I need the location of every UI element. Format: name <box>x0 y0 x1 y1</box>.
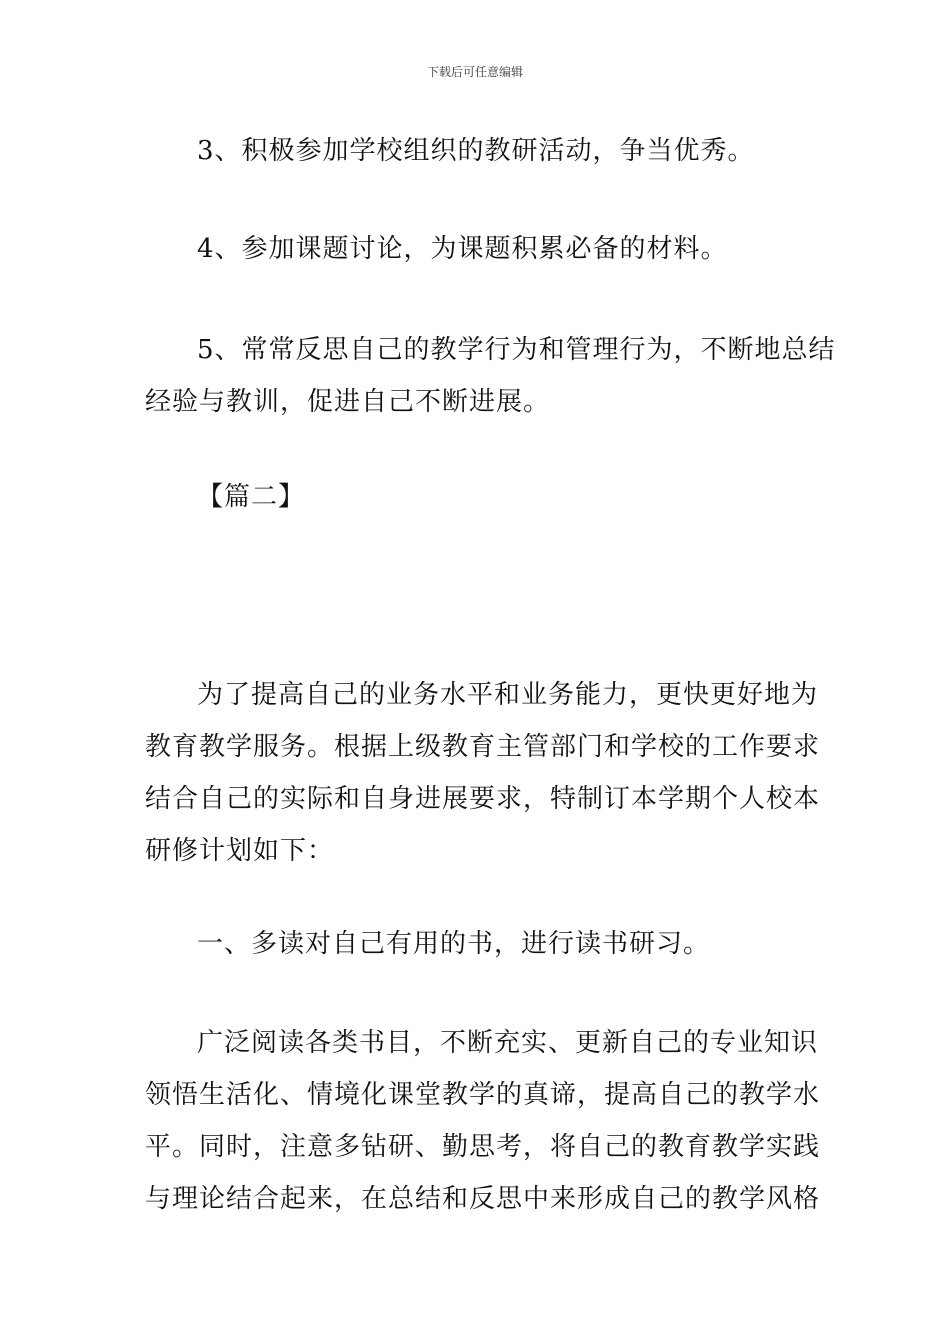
paragraph-line: 广泛阅读各类书目，不断充实、更新自己的专业知识 <box>197 1028 819 1058</box>
paragraph-line: 5、常常反思自己的教学行为和管理行为，不断地总结 <box>197 335 836 365</box>
plan-item-1 <box>145 918 807 970</box>
paragraph-line: 经验与教训，促进自己不断进展。 <box>145 387 551 417</box>
paragraph-line: 结合自己的实际和自身进展要求，特制订本学期个人校本 <box>145 784 821 814</box>
paragraph-line: 领悟生活化、情境化课堂教学的真谛，提高自己的教学水 <box>145 1080 821 1110</box>
paragraph-line: 为了提高自己的业务水平和业务能力，更快更好地为 <box>197 680 819 710</box>
paragraph-item-3 <box>145 125 807 177</box>
page-header-note: 下载后可任意编辑 <box>426 65 523 79</box>
paragraph-line: 4、参加课题讨论，为课题积累必备的材料。 <box>197 234 728 264</box>
paragraph-line: 教育教学服务。根据上级教育主管部门和学校的工作要求 <box>145 732 821 762</box>
intro-paragraph <box>145 669 821 877</box>
paragraph-item-5 <box>145 324 836 428</box>
paragraph-line: 研修计划如下： <box>145 836 335 866</box>
paragraph-line: 与理论结合起来，在总结和反思中来形成自己的教学风格 <box>145 1184 821 1214</box>
paragraph-item-4 <box>145 223 807 275</box>
section-heading <box>145 471 807 523</box>
reading-paragraph <box>145 1017 821 1225</box>
paragraph-line: 3、积极参加学校组织的教研活动，争当优秀。 <box>197 136 755 166</box>
section-title: 【篇二】 <box>197 482 306 512</box>
paragraph-line: 平。同时，注意多钻研、勤思考，将自己的教育教学实践 <box>145 1132 821 1162</box>
paragraph-line: 一、多读对自己有用的书，进行读书研习。 <box>197 929 711 959</box>
